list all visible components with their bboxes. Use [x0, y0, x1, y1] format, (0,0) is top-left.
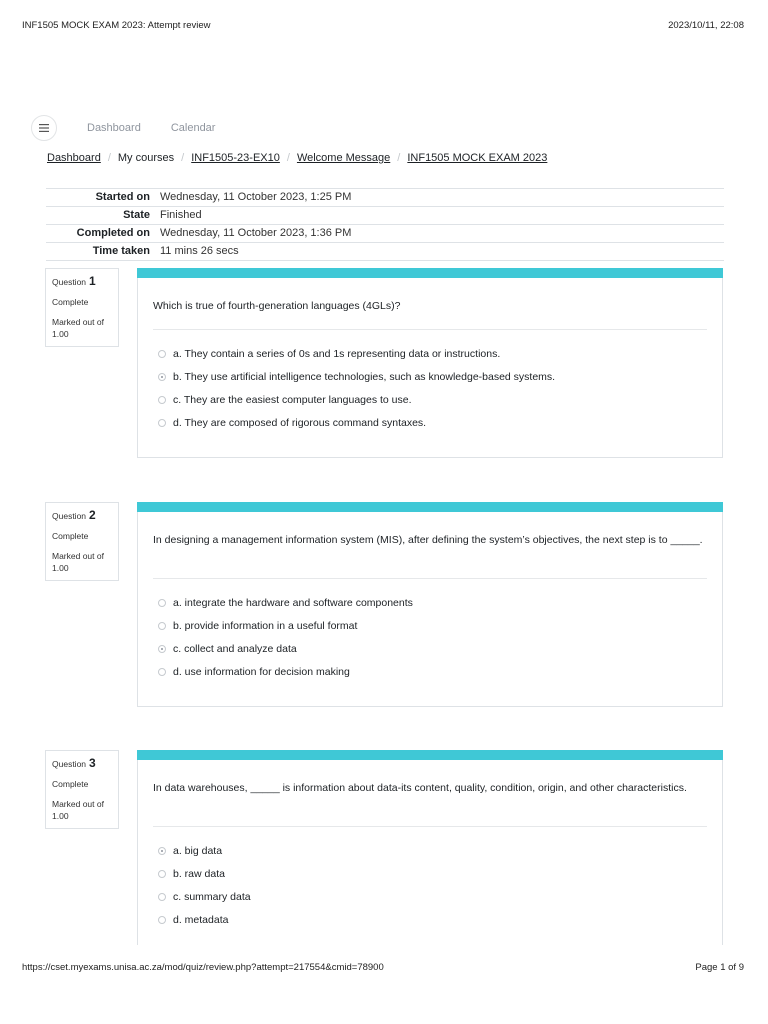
radio-button[interactable]: [158, 916, 166, 924]
answer-option[interactable]: [158, 388, 707, 411]
question-number: 2: [89, 508, 96, 522]
answer-option[interactable]: [158, 614, 707, 637]
question-state: Complete: [52, 779, 89, 789]
question-header-bar: [137, 750, 723, 760]
answer-text: d. They are composed of rigorous command syntaxes.: [173, 416, 427, 429]
question-label: Question: [52, 277, 87, 287]
breadcrumb: [47, 152, 547, 164]
answer-text: d. metadata: [173, 913, 229, 926]
breadcrumb-dashboard[interactable]: Dashboard: [47, 152, 101, 164]
answer-text: a. They contain a series of 0s and 1s representing data or instructions.: [173, 347, 501, 360]
question-state: Complete: [52, 297, 89, 307]
question-grade: Marked out of 1.00: [52, 799, 104, 821]
answer-option[interactable]: [158, 411, 707, 434]
radio-button[interactable]: [158, 599, 166, 607]
question-text: Which is true of fourth-generation languages (4GLs)?: [153, 300, 401, 312]
attempt-summary-table: [46, 188, 724, 261]
hamburger-menu-button[interactable]: [31, 115, 57, 141]
question-info-2: [45, 502, 119, 581]
summary-label: Completed on: [76, 227, 150, 239]
question-number: 1: [89, 274, 96, 288]
print-footer: [22, 962, 744, 973]
question-header-bar: [137, 502, 723, 512]
summary-label: State: [123, 209, 150, 221]
print-header: [22, 20, 744, 31]
answer-text: c. summary data: [173, 890, 251, 903]
radio-button-selected[interactable]: [158, 847, 166, 855]
breadcrumb-separator: /: [286, 152, 290, 164]
answer-option[interactable]: [158, 342, 707, 365]
breadcrumb-course[interactable]: INF1505-23-EX10: [191, 152, 280, 164]
summary-label: Time taken: [92, 245, 150, 257]
breadcrumb-quiz[interactable]: INF1505 MOCK EXAM 2023: [407, 152, 548, 164]
answer-text: c. They are the easiest computer languages to use.: [173, 393, 412, 406]
answer-options: [138, 330, 722, 434]
summary-row-completed: [46, 225, 724, 243]
answer-text: d. use information for decision making: [173, 665, 350, 678]
answer-option[interactable]: [158, 591, 707, 614]
question-text: In data warehouses, _____ is information about data-its content, quality, condition, origin, and other characteristics.: [153, 782, 687, 794]
summary-row-state: [46, 207, 724, 225]
radio-button[interactable]: [158, 419, 166, 427]
summary-label: Started on: [95, 191, 150, 203]
radio-button[interactable]: [158, 870, 166, 878]
print-page-number: Page 1 of 9: [695, 962, 744, 973]
question-box-3: [137, 750, 723, 945]
radio-button[interactable]: [158, 396, 166, 404]
question-grade: Marked out of 1.00: [52, 317, 104, 339]
question-box-1: [137, 268, 723, 458]
radio-button[interactable]: [158, 668, 166, 676]
radio-button[interactable]: [158, 350, 166, 358]
radio-button[interactable]: [158, 622, 166, 630]
breadcrumb-separator: /: [397, 152, 401, 164]
breadcrumb-my-courses: My courses: [117, 152, 175, 164]
answer-text: c. collect and analyze data: [173, 642, 297, 655]
hamburger-icon: [39, 124, 49, 132]
answer-options: [138, 579, 722, 683]
radio-button-selected[interactable]: [158, 645, 166, 653]
breadcrumb-welcome-message[interactable]: Welcome Message: [296, 152, 391, 164]
nav-dashboard-link[interactable]: Dashboard: [87, 122, 141, 134]
question-header-bar: [137, 268, 723, 278]
answer-text: b. They use artificial intelligence technologies, such as knowledge-based systems.: [173, 370, 556, 383]
question-state: Complete: [52, 531, 89, 541]
question-number: 3: [89, 756, 96, 770]
print-datetime: 2023/10/11, 22:08: [668, 20, 744, 31]
answer-option[interactable]: [158, 908, 707, 931]
answer-option[interactable]: [158, 637, 707, 660]
print-title: INF1505 MOCK EXAM 2023: Attempt review: [22, 20, 211, 31]
answer-text: b. raw data: [173, 867, 225, 880]
radio-button[interactable]: [158, 893, 166, 901]
answer-options: [138, 827, 722, 931]
summary-row-time-taken: [46, 243, 724, 261]
answer-option[interactable]: [158, 885, 707, 908]
breadcrumb-separator: /: [107, 152, 111, 164]
question-info-3: [45, 750, 119, 829]
answer-text: b. provide information in a useful format: [173, 619, 358, 632]
question-box-2: [137, 502, 723, 707]
question-grade: Marked out of 1.00: [52, 551, 104, 573]
nav-calendar-link[interactable]: Calendar: [170, 122, 216, 134]
summary-value: Finished: [160, 209, 202, 221]
question-text: In designing a management information system (MIS), after defining the system’s objectives, the next step is to _____.: [153, 534, 703, 546]
answer-option[interactable]: [158, 862, 707, 885]
question-label: Question: [52, 759, 87, 769]
summary-value: Wednesday, 11 October 2023, 1:25 PM: [160, 191, 352, 203]
summary-value: 11 mins 26 secs: [160, 245, 239, 257]
summary-value: Wednesday, 11 October 2023, 1:36 PM: [160, 227, 352, 239]
question-info-1: [45, 268, 119, 347]
question-label: Question: [52, 511, 87, 521]
breadcrumb-separator: /: [181, 152, 185, 164]
answer-text: a. integrate the hardware and software components: [173, 596, 413, 609]
print-url: https://cset.myexams.unisa.ac.za/mod/quiz/review.php?attempt=217554&cmid=78900: [22, 962, 384, 973]
answer-option[interactable]: [158, 839, 707, 862]
summary-row-started: [46, 189, 724, 207]
answer-option[interactable]: [158, 660, 707, 683]
answer-text: a. big data: [173, 844, 223, 857]
top-navigation: [31, 115, 215, 141]
radio-button-selected[interactable]: [158, 373, 166, 381]
answer-option[interactable]: [158, 365, 707, 388]
